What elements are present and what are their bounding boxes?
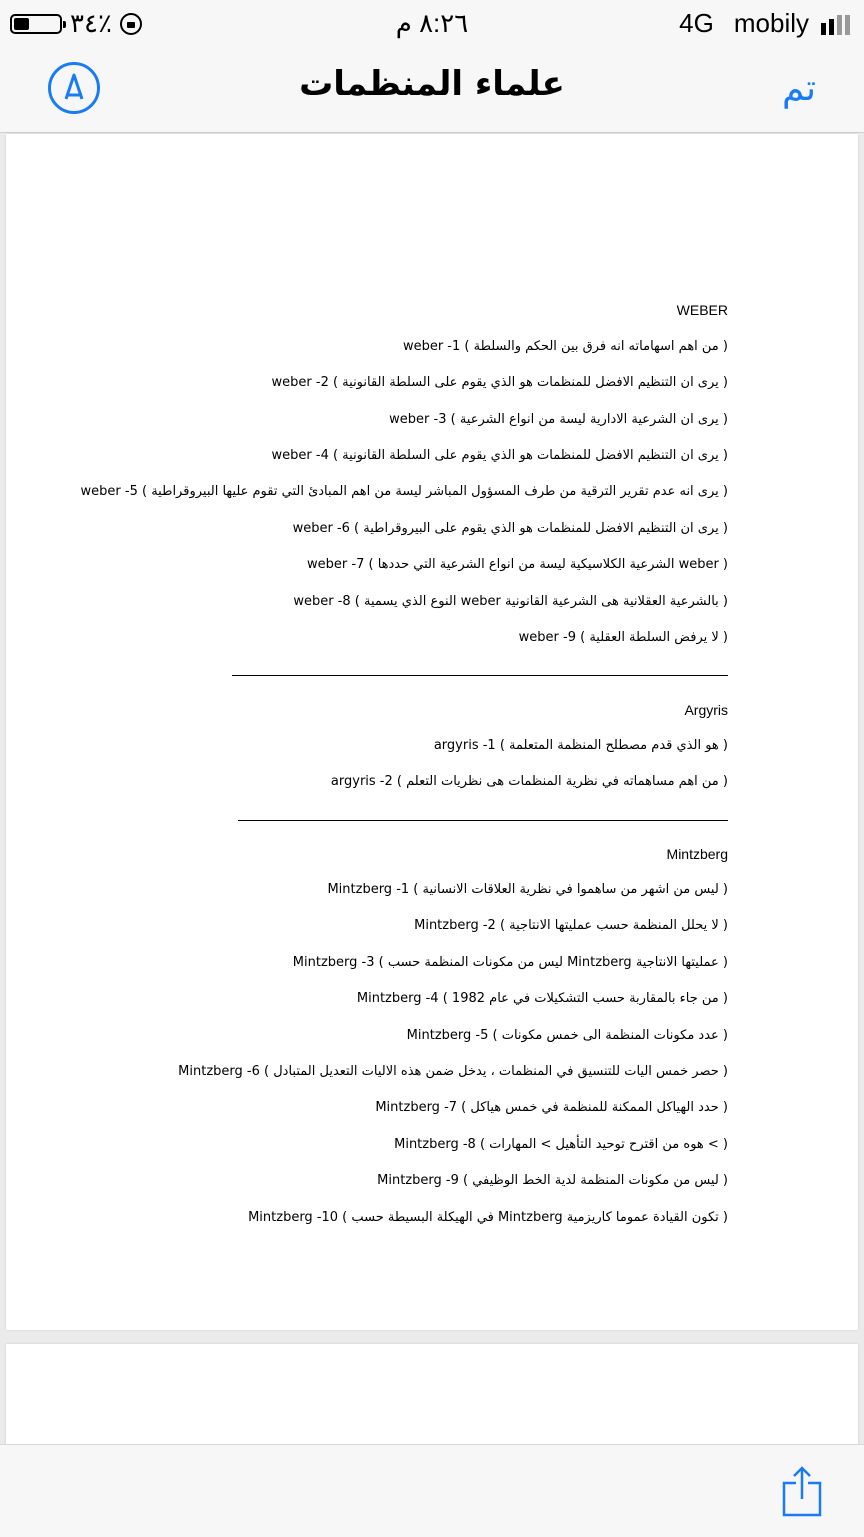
status-bar bbox=[0, 0, 864, 46]
list-item: weber -2 ( يرى ان التنظيم الافضل للمنظمات هو الذي يقوم على السلطة القانونية ) bbox=[271, 375, 728, 390]
list-item: Mintzberg -1 ( ليس من اشهر من ساهموا في نظرية العلاقات الانسانية ) bbox=[327, 882, 728, 897]
list-item: weber -6 ( يرى ان التنظيم الافضل للمنظمات هو الذي يقوم على البيروقراطية ) bbox=[292, 521, 728, 536]
bottom-toolbar bbox=[0, 1444, 864, 1537]
list-item: weber -3 ( يرى ان الشرعية الادارية ليسة من انواع الشرعية ) bbox=[389, 412, 728, 427]
list-item: Mintzberg -3 ( ليس من مكونات المنظمة حسب Mintzberg عمليتها الانتاجية ) bbox=[292, 955, 728, 970]
section-heading-mintzberg: Mintzberg bbox=[666, 846, 728, 862]
document-content bbox=[6, 134, 858, 1330]
share-button[interactable] bbox=[782, 1465, 822, 1517]
section-divider bbox=[232, 675, 728, 676]
clock: ٨:٢٦ م bbox=[395, 8, 469, 38]
list-item: weber -5 ( يرى انه عدم تقرير الترقية من طرف المسؤول المباشر ليسة من اهم المبادئ التي تقوم عليها البيروقراطية ) bbox=[80, 484, 728, 499]
list-item: Mintzberg -7 ( حدد الهياكل الممكنة للمنظمة في خمس هياكل ) bbox=[375, 1100, 728, 1115]
list-item: Mintzberg -2 ( لا يحلل المنظمة حسب عمليتها الانتاجية ) bbox=[414, 918, 728, 933]
section-heading-weber: WEBER bbox=[676, 302, 728, 318]
list-item: weber -9 ( لا يرفض السلطة العقلية ) bbox=[518, 630, 728, 645]
document-page-next bbox=[6, 1344, 858, 1444]
carrier-name: mobily bbox=[733, 8, 809, 38]
list-item: Mintzberg -4 ( من جاء بالمقاربة حسب التشكيلات في عام 1982 ) bbox=[356, 991, 728, 1006]
list-item: Mintzberg -8 ( هوه من اقترح توحيد التأهيل > المهارات < ) bbox=[394, 1137, 728, 1152]
list-item: Mintzberg -10 ( في الهيكلة البسيطة حسب Mintzberg تكون القيادة عموما كاريزمية ) bbox=[248, 1210, 728, 1225]
list-item: argyris -2 ( من اهم مساهماته في نظرية المنظمات هى نظريات التعلم ) bbox=[330, 774, 728, 789]
carrier-info bbox=[679, 8, 850, 39]
battery-percent: ٣٤٪ bbox=[70, 8, 112, 38]
done-button[interactable]: تم bbox=[782, 68, 816, 109]
list-item: weber -8 ( النوع الذي يسمية weber بالشرعية العقلانية هى الشرعية القانونية ) bbox=[293, 594, 728, 609]
document-page bbox=[6, 134, 858, 1330]
list-item: Mintzberg -6 ( حصر خمس اليات للتنسيق في المنظمات ، يدخل ضمن هذه الاليات التعديل المتبادل ) bbox=[178, 1064, 728, 1079]
navigation-bar bbox=[0, 46, 864, 133]
list-item: weber -4 ( يرى ان التنظيم الافضل للمنظمات هو الذي يقوم على السلطة القانونية ) bbox=[271, 448, 728, 463]
list-item: argyris -1 ( هو الذي قدم مصطلح المنظمة المتعلمة ) bbox=[433, 738, 728, 753]
list-item: weber -1 ( من اهم اسهاماته انه فرق بين الحكم والسلطة ) bbox=[402, 339, 728, 354]
list-item: Mintzberg -9 ( ليس من مكونات المنظمة لدية الخط الوظيفي ) bbox=[377, 1173, 728, 1188]
share-icon bbox=[782, 1465, 822, 1517]
signal-icon bbox=[821, 13, 850, 35]
section-heading-argyris: Argyris bbox=[684, 702, 728, 718]
list-item: Mintzberg -5 ( عدد مكونات المنظمة الى خمس مكونات ) bbox=[406, 1028, 728, 1043]
page-title: علماء المنظمات bbox=[299, 64, 565, 104]
section-divider bbox=[238, 820, 728, 821]
list-item: weber -7 ( الشرعية الكلاسيكية ليسة من انواع الشرعية التي حددها weber ) bbox=[307, 557, 728, 572]
network-type: 4G bbox=[679, 8, 714, 38]
